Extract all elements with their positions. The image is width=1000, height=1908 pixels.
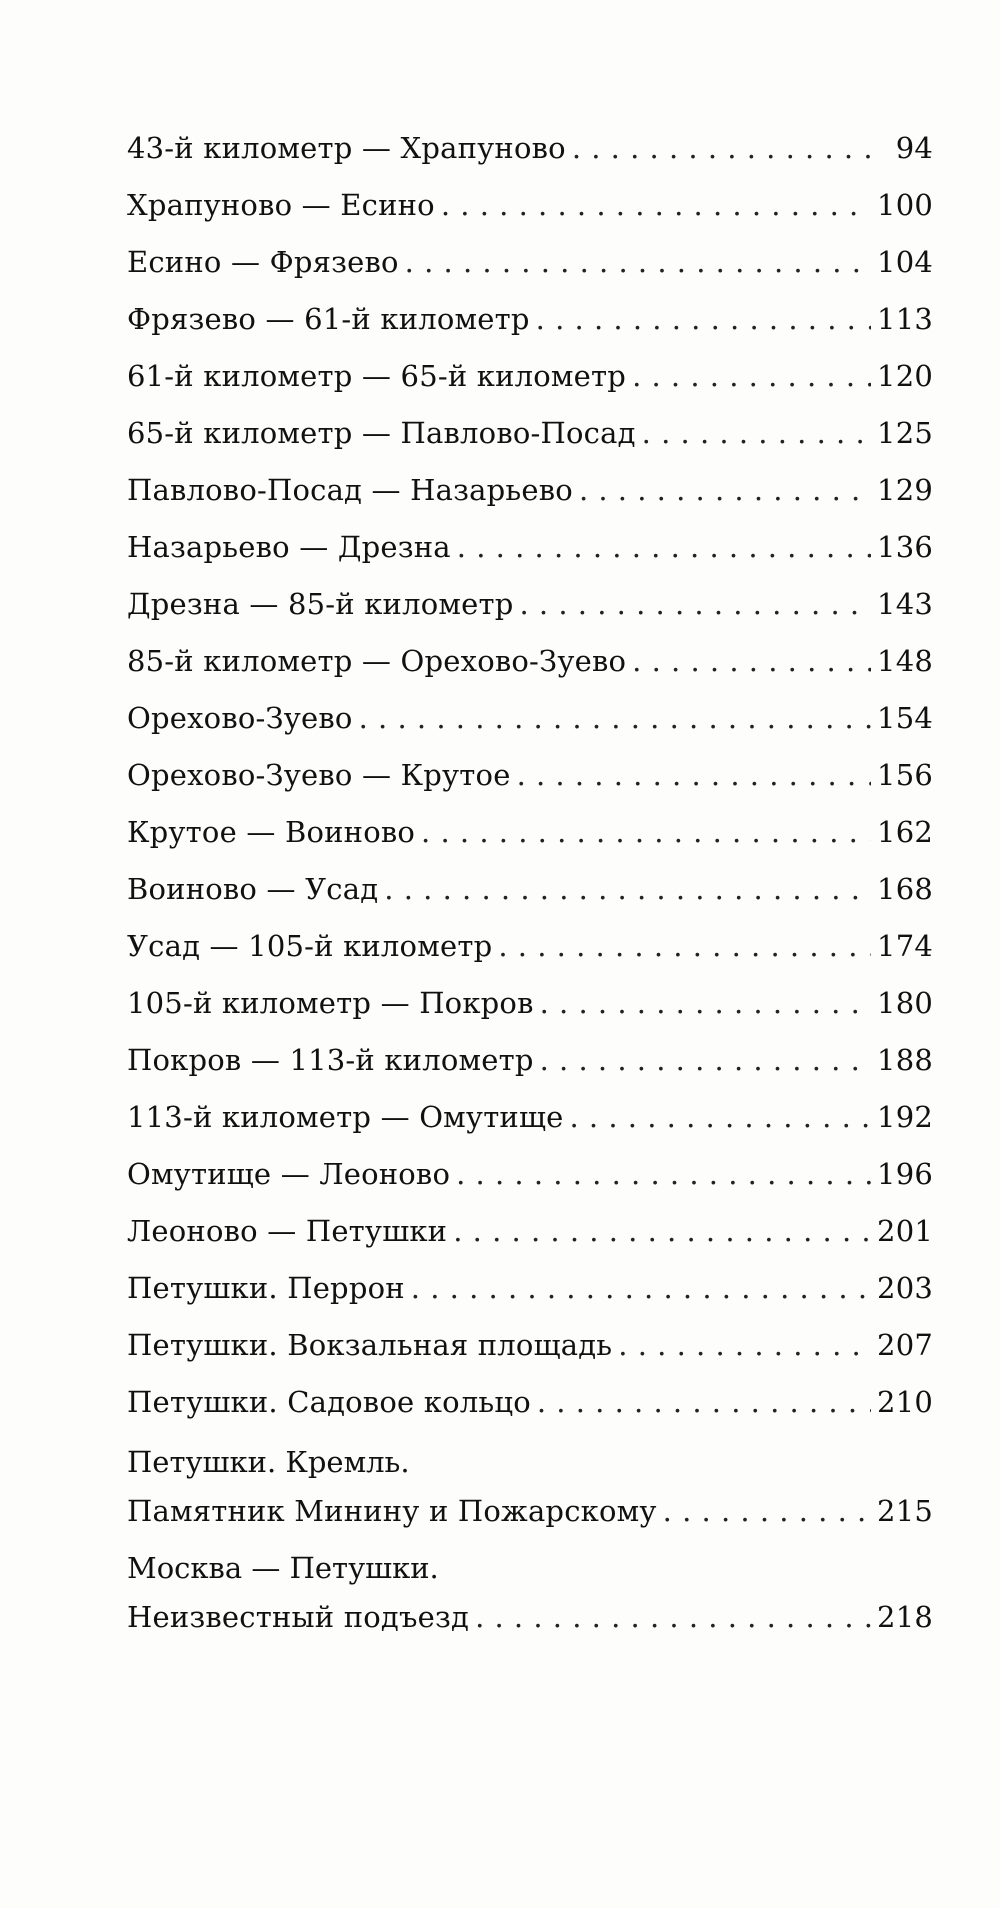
toc-entry[interactable] (127, 1439, 933, 1537)
toc-entry-page: 94 (895, 131, 933, 165)
toc-entry-title: 113-й километр — Омутище (127, 1100, 564, 1134)
toc-line (127, 1591, 933, 1643)
toc-entry[interactable] (127, 690, 933, 747)
toc-entry-page: 168 (877, 872, 933, 906)
toc-entry-title: Покров — 113-й километр (127, 1043, 534, 1077)
dot-leader (570, 1103, 872, 1132)
toc-line (127, 348, 933, 405)
toc-entry-title: Павлово-Посад — Назарьево (127, 473, 573, 507)
toc-line (127, 1485, 933, 1537)
toc-entry-page: 207 (877, 1328, 933, 1362)
dot-leader (579, 476, 871, 505)
toc-entry-title: Орехово-Зуево (127, 701, 353, 735)
toc-entry-title: Леоново — Петушки (127, 1214, 448, 1248)
toc-entry[interactable] (127, 1260, 933, 1317)
table-of-contents (127, 120, 933, 1643)
toc-entry-title: Неизвестный подъезд (127, 1600, 470, 1634)
dot-leader (642, 419, 871, 448)
toc-entry-page: 180 (877, 986, 933, 1020)
toc-line (127, 1032, 933, 1089)
dot-leader (475, 1603, 871, 1632)
dot-leader (663, 1497, 871, 1526)
dot-leader (519, 590, 871, 619)
toc-entry-page: 203 (877, 1271, 933, 1305)
dot-leader (384, 875, 871, 904)
toc-entry-title: 105-й километр — Покров (127, 986, 534, 1020)
toc-entry-page: 154 (877, 701, 933, 735)
toc-entry[interactable] (127, 1146, 933, 1203)
toc-entry[interactable] (127, 177, 933, 234)
toc-line (127, 1146, 933, 1203)
toc-entry[interactable] (127, 291, 933, 348)
toc-line (127, 975, 933, 1032)
toc-line (127, 747, 933, 804)
toc-entry-page: 129 (877, 473, 933, 507)
toc-entry-page: 174 (877, 929, 933, 963)
toc-entry-title: Орехово-Зуево — Крутое (127, 758, 511, 792)
toc-line (127, 291, 933, 348)
dot-leader (421, 818, 871, 847)
toc-entry-page: 120 (877, 359, 933, 393)
dot-leader (618, 1331, 871, 1360)
toc-entry-page: 192 (877, 1100, 933, 1134)
dot-leader (572, 134, 879, 163)
toc-entry-title: 43-й километр — Храпуново (127, 131, 566, 165)
dot-leader (456, 1160, 871, 1189)
toc-line (127, 804, 933, 861)
toc-entry-title: Храпуново — Есино (127, 188, 435, 222)
toc-line (127, 1203, 933, 1260)
toc-entry[interactable] (127, 1032, 933, 1089)
toc-line (127, 234, 933, 291)
dot-leader (632, 362, 871, 391)
toc-entry-page: 215 (877, 1494, 933, 1528)
toc-entry-title: Есино — Фрязево (127, 245, 399, 279)
toc-entry-page: 210 (877, 1385, 933, 1419)
toc-entry-title: 85-й километр — Орехово-Зуево (127, 644, 627, 678)
toc-entry-title: Фрязево — 61-й километр (127, 302, 530, 336)
toc-entry[interactable] (127, 519, 933, 576)
toc-entry-page: 143 (877, 587, 933, 621)
toc-entry[interactable] (127, 120, 933, 177)
toc-entry[interactable] (127, 861, 933, 918)
toc-entry-title: Крутое — Воиново (127, 815, 416, 849)
toc-line (127, 405, 933, 462)
toc-entry[interactable] (127, 462, 933, 519)
toc-entry-title: Дрезна — 85-й километр (127, 587, 514, 621)
dot-leader (632, 647, 871, 676)
toc-entry-page: 218 (877, 1600, 933, 1634)
toc-line (127, 1260, 933, 1317)
toc-entry[interactable] (127, 1089, 933, 1146)
toc-entry-title: Омутище — Леоново (127, 1157, 451, 1191)
dot-leader (359, 704, 871, 733)
toc-line (127, 918, 933, 975)
dot-leader (536, 305, 871, 334)
dot-leader (441, 191, 871, 220)
toc-entry[interactable] (127, 747, 933, 804)
dot-leader (540, 989, 871, 1018)
toc-entry[interactable] (127, 1374, 933, 1431)
dot-leader (411, 1274, 871, 1303)
toc-entry[interactable] (127, 348, 933, 405)
toc-entry-page: 136 (877, 530, 933, 564)
toc-entry-title: Петушки. Вокзальная площадь (127, 1328, 613, 1362)
toc-entry-title: Петушки. Перрон (127, 1271, 405, 1305)
toc-line (127, 1317, 933, 1374)
toc-entry-page: 104 (877, 245, 933, 279)
toc-entry-title: Воиново — Усад (127, 872, 379, 906)
dot-leader (453, 1217, 871, 1246)
toc-entry[interactable] (127, 918, 933, 975)
toc-entry-title-line1: Москва — Петушки. (127, 1551, 439, 1585)
toc-line (127, 177, 933, 234)
toc-line (127, 861, 933, 918)
toc-entry-page: 156 (877, 758, 933, 792)
toc-entry-page: 196 (877, 1157, 933, 1191)
toc-entry[interactable] (127, 804, 933, 861)
toc-entry[interactable] (127, 405, 933, 462)
toc-entry-page: 188 (877, 1043, 933, 1077)
dot-leader (540, 1046, 871, 1075)
toc-entry-title: 65-й километр — Павлово-Посад (127, 416, 636, 450)
toc-entry-page: 100 (877, 188, 933, 222)
toc-line (127, 462, 933, 519)
toc-line (127, 633, 933, 690)
toc-entry[interactable] (127, 1545, 933, 1643)
toc-entry[interactable] (127, 1317, 933, 1374)
toc-entry-title: 61-й километр — 65-й километр (127, 359, 627, 393)
toc-entry-page: 148 (877, 644, 933, 678)
dot-leader (498, 932, 871, 961)
toc-line (127, 690, 933, 747)
toc-line (127, 120, 933, 177)
toc-line (127, 1374, 933, 1431)
toc-line (127, 1089, 933, 1146)
toc-entry[interactable] (127, 1203, 933, 1260)
toc-entry[interactable] (127, 576, 933, 633)
dot-leader (405, 248, 871, 277)
toc-line (127, 519, 933, 576)
toc-entry[interactable] (127, 234, 933, 291)
toc-entry-title: Памятник Минину и Пожарскому (127, 1494, 657, 1528)
toc-entry-title: Усад — 105-й километр (127, 929, 493, 963)
toc-entry-title: Назарьево — Дрезна (127, 530, 451, 564)
dot-leader (517, 761, 871, 790)
dot-leader (457, 533, 871, 562)
toc-line (127, 576, 933, 633)
toc-entry[interactable] (127, 633, 933, 690)
toc-entry-page: 201 (877, 1214, 933, 1248)
toc-entry-title-line1: Петушки. Кремль. (127, 1445, 410, 1479)
toc-entry[interactable] (127, 975, 933, 1032)
toc-entry-title: Петушки. Садовое кольцо (127, 1385, 531, 1419)
toc-entry-page: 162 (877, 815, 933, 849)
toc-entry-page: 113 (877, 302, 933, 336)
dot-leader (537, 1388, 871, 1417)
toc-entry-page: 125 (877, 416, 933, 450)
